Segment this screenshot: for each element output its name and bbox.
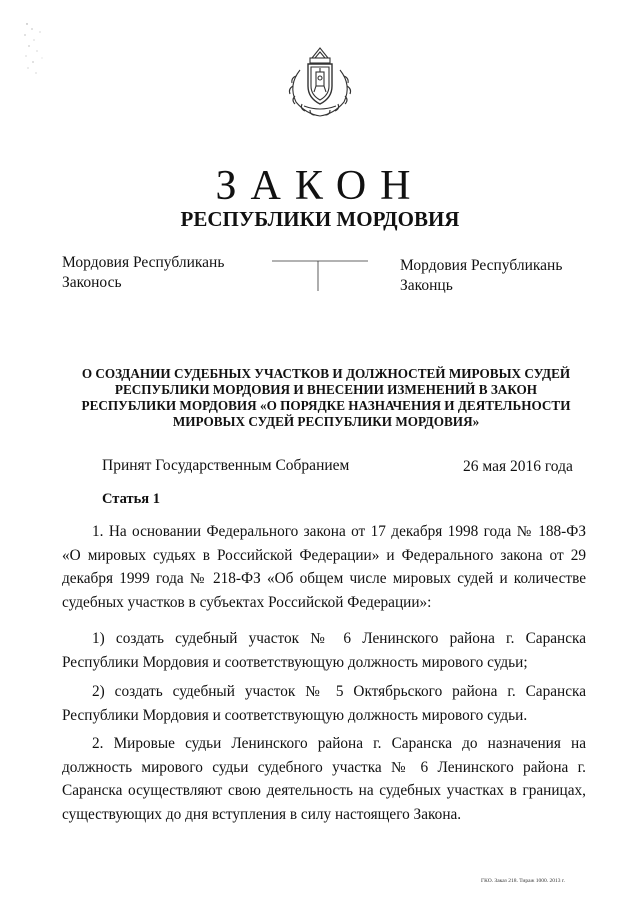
article-title: Статья 1	[102, 491, 160, 507]
republic-title: РЕСПУБЛИКИ МОРДОВИЯ	[180, 207, 460, 231]
scan-artifact	[22, 18, 48, 78]
paragraph-1: 1. На основании Федерального закона от 17 декабря 1998 года № 188-ФЗ «О мировых судьях в Российской Федерации» и Федерального закона от 29 декабря 1999 года № 218-ФЗ «Об общем числе мировых судей и количестве судебных участков в субъектах Российской Федерации»:	[62, 523, 586, 611]
paragraph-3: 2) создать судебный участок № 5 Октябрьского района г. Саранска Республики Мордовия и соответствующую должность мирового судьи.	[62, 683, 586, 724]
erzya-header-line1: Мордовия Республикань	[400, 257, 563, 274]
adopted-date: 26 мая 2016 года	[463, 458, 573, 475]
moksha-header-line2: Законось	[62, 274, 122, 291]
law-title: ЗАКОН	[215, 163, 425, 209]
moksha-header-line1: Мордовия Республикань	[62, 254, 225, 271]
erzya-header	[400, 256, 562, 296]
paragraph-4: 2. Мировые судьи Ленинского района г. Саранска до назначения на должность мирового судьи судебного участка № 6 Ленинского района г. Саранска осуществляют свою деятельность на судебных участках в границах, существующих до дня вступления в силу настоящего Закона.	[62, 735, 586, 823]
moksha-header	[62, 253, 224, 293]
erzya-header-line2: Законць	[400, 277, 453, 294]
registration-divider	[270, 255, 370, 295]
adopted-by: Принят Государственным Собранием	[102, 457, 350, 474]
print-footer: ГКО. Заказ 218. Тираж 1000. 2013 г.	[481, 878, 565, 884]
law-heading: О СОЗДАНИИ СУДЕБНЫХ УЧАСТКОВ И ДОЛЖНОСТЕЙ МИРОВЫХ СУДЕЙ РЕСПУБЛИКИ МОРДОВИЯ И ВНЕСЕНИИ ИЗМЕНЕНИЙ В ЗАКОН РЕСПУБЛИКИ МОРДОВИЯ «О ПОРЯДКЕ НАЗНАЧЕНИЯ И ДЕЯТЕЛЬНОСТИ МИРОВЫХ СУДЕЙ РЕСПУБЛИКИ МОРДОВИЯ»	[81, 366, 571, 429]
coat-of-arms-icon	[280, 40, 360, 120]
paragraph-2: 1) создать судебный участок № 6 Ленинского района г. Саранска Республики Мордовия и соответствующую должность мирового судьи;	[62, 630, 586, 671]
